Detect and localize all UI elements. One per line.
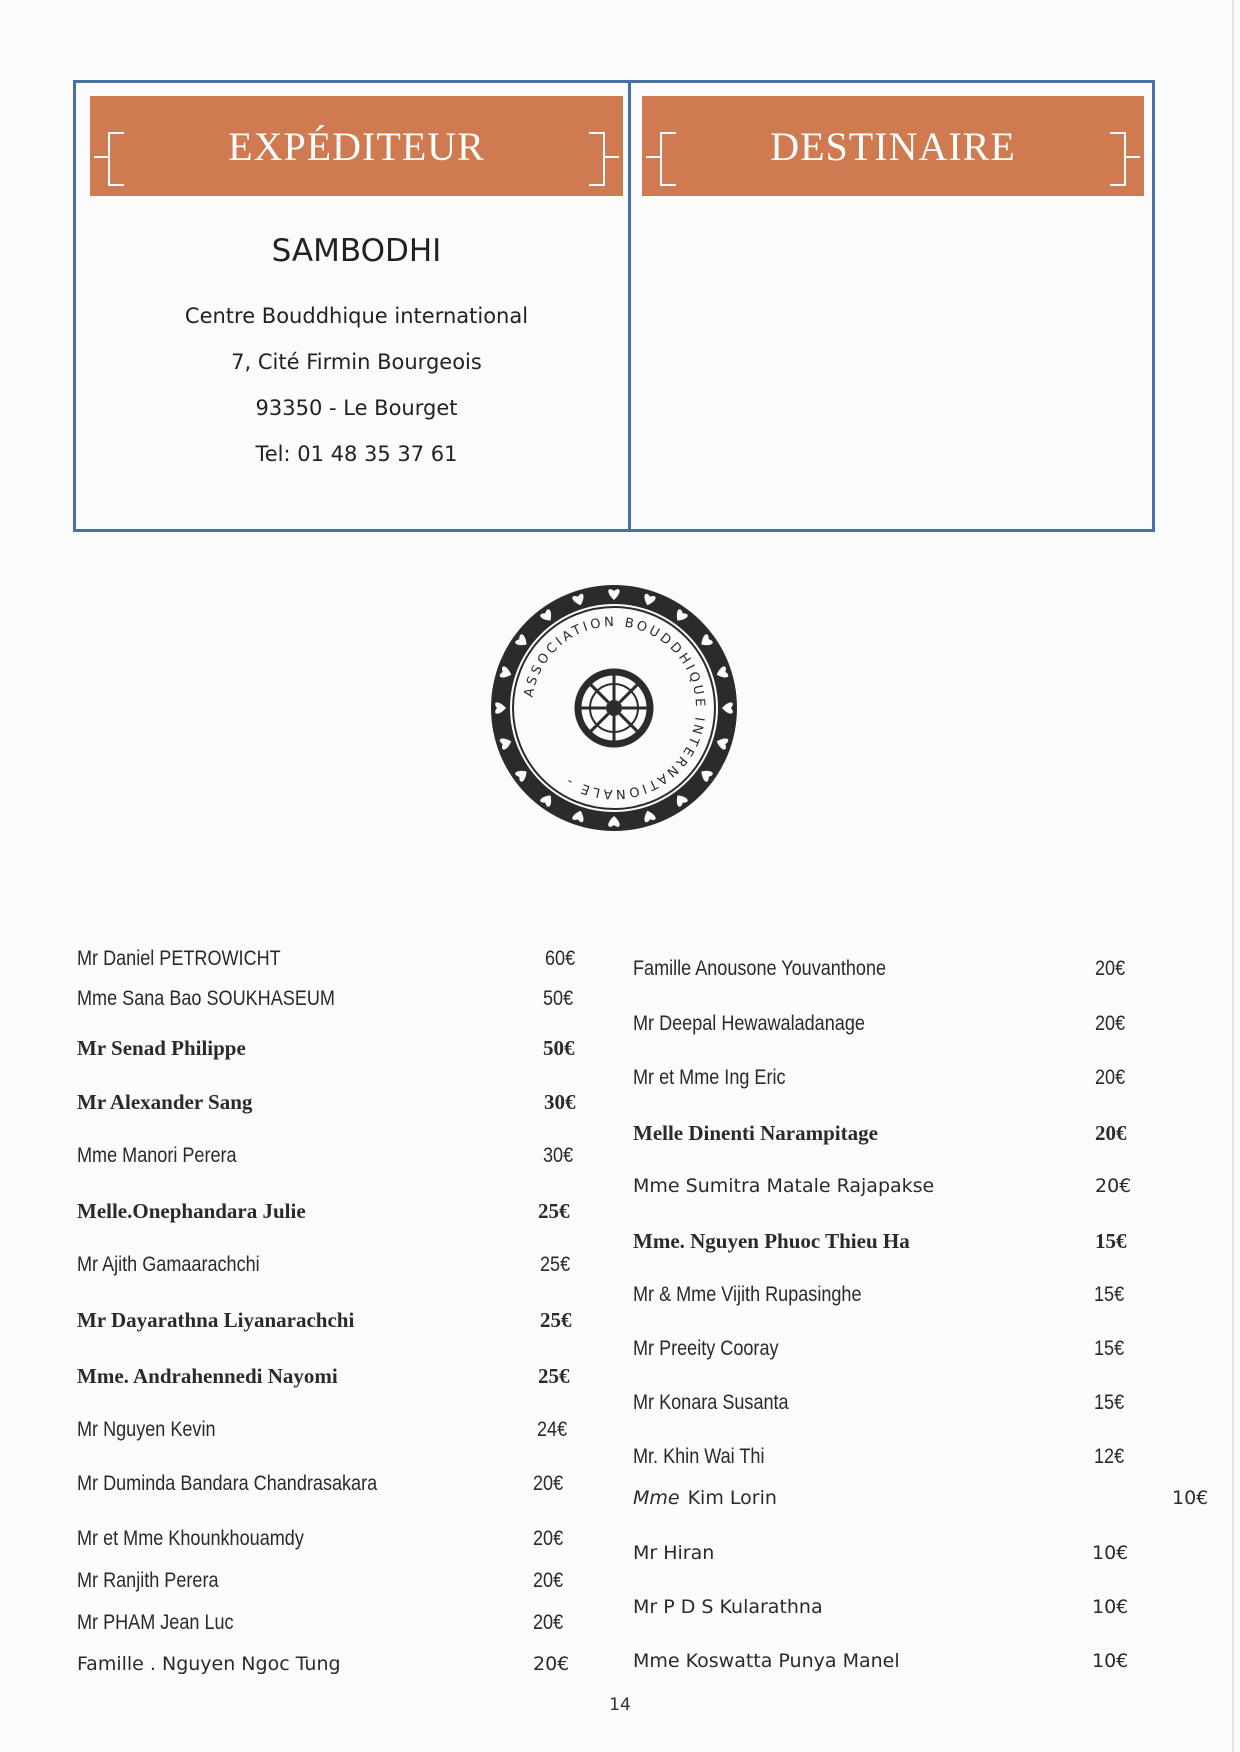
sender-address-line: 93350 - Le Bourget xyxy=(255,396,458,420)
donor-amount: 24€ xyxy=(537,1418,568,1441)
donor-name: Mr et Mme Ing Eric xyxy=(633,1066,786,1089)
donor-row xyxy=(77,1036,603,1070)
donor-amount: 10€ xyxy=(1172,1487,1209,1509)
donor-name: Famille . Nguyen Ngoc Tung xyxy=(77,1653,341,1675)
donor-amount: 20€ xyxy=(1095,1121,1127,1145)
bracket-close-icon xyxy=(1110,132,1126,186)
donor-row xyxy=(77,1308,600,1342)
donor-amount: 20€ xyxy=(533,1653,570,1675)
donor-name xyxy=(633,1487,777,1509)
donor-amount: 60€ xyxy=(545,947,576,970)
donor-name: Mr. Khin Wai Thi xyxy=(633,1445,765,1468)
donor-name: Mme. Andrahennedi Nayomi xyxy=(77,1364,338,1388)
donor-row xyxy=(633,1596,1152,1630)
bracket-close-icon xyxy=(589,132,605,186)
dharma-wheel-icon xyxy=(578,672,650,744)
donor-name: Mme Sumitra Matale Rajapakse xyxy=(633,1175,935,1197)
donor-amount: 50€ xyxy=(543,1036,575,1060)
donor-row xyxy=(633,1066,1155,1100)
sender-address xyxy=(90,233,623,477)
donor-name: Melle.Onephandara Julie xyxy=(77,1199,306,1223)
donor-amount: 20€ xyxy=(1095,1175,1132,1197)
donor-row xyxy=(77,1418,597,1452)
page-edge-line xyxy=(1232,0,1234,1752)
donor-row xyxy=(77,1569,593,1603)
donor-name: Mr Preeity Cooray xyxy=(633,1337,779,1360)
seal-text: ASSOCIATION BOUDDHIQUE INTERNATIONALE - xyxy=(521,614,708,802)
donor-row xyxy=(633,1229,1155,1263)
donor-name: Melle Dinenti Narampitage xyxy=(633,1121,878,1145)
donor-name: Mr Deepal Hewawaladanage xyxy=(633,1012,865,1035)
donor-row xyxy=(77,1472,593,1506)
donor-row xyxy=(77,1253,600,1287)
donor-name: Mr P D S Kularathna xyxy=(633,1596,823,1618)
recipient-header: DESTINAIRE xyxy=(770,123,1016,169)
donor-name: Mr Daniel PETROWICHT xyxy=(77,947,281,970)
donor-name: Mr & Mme Vijith Rupasinghe xyxy=(633,1283,862,1306)
page-number: 14 xyxy=(609,1695,631,1715)
donor-amount: 25€ xyxy=(538,1199,570,1223)
donor-amount: 25€ xyxy=(540,1308,572,1332)
donor-name: Mr Nguyen Kevin xyxy=(77,1418,216,1441)
donor-amount: 20€ xyxy=(1095,957,1126,980)
address-divider xyxy=(628,83,631,529)
donor-row xyxy=(633,1121,1155,1155)
donor-amount: 30€ xyxy=(544,1090,576,1114)
donor-amount: 15€ xyxy=(1094,1283,1125,1306)
sender-name: SAMBODHI xyxy=(271,233,442,269)
donor-name-text: Kim Lorin xyxy=(687,1487,777,1509)
donor-amount: 30€ xyxy=(543,1144,574,1167)
donor-name: Mr Dayarathna Liyanarachchi xyxy=(77,1308,355,1332)
donor-amount: 15€ xyxy=(1095,1229,1127,1253)
donor-name: Mr Hiran xyxy=(633,1542,715,1564)
donor-name: Mr Ajith Gamaarachchi xyxy=(77,1253,260,1276)
donor-row xyxy=(633,957,1155,991)
donor-row xyxy=(77,987,603,1021)
donor-row xyxy=(633,1012,1155,1046)
bracket-open-icon xyxy=(108,132,124,186)
donor-row xyxy=(633,1283,1154,1317)
donor-name: Famille Anousone Youvanthone xyxy=(633,957,887,980)
donor-row xyxy=(633,1391,1154,1425)
sender-address-line: Centre Bouddhique international xyxy=(184,304,529,328)
donor-amount: 12€ xyxy=(1094,1445,1125,1468)
donor-row xyxy=(633,1445,1154,1479)
sender-phone: Tel: 01 48 35 37 61 xyxy=(255,442,458,466)
donor-amount: 20€ xyxy=(533,1569,564,1592)
sender-header: EXPÉDITEUR xyxy=(228,123,485,169)
donor-row xyxy=(77,1611,593,1645)
donor-name-prefix: Mme xyxy=(633,1487,680,1509)
donor-amount: 10€ xyxy=(1092,1542,1129,1564)
recipient-banner xyxy=(642,96,1144,196)
donor-amount: 25€ xyxy=(538,1364,570,1388)
donor-amount: 20€ xyxy=(533,1611,564,1634)
donor-amount: 20€ xyxy=(1095,1012,1126,1035)
donor-row xyxy=(633,1337,1154,1371)
donor-amount: 10€ xyxy=(1092,1650,1129,1672)
donor-row xyxy=(77,1144,603,1178)
donor-name: Mr PHAM Jean Luc xyxy=(77,1611,234,1634)
donor-name: Mr Senad Philippe xyxy=(77,1036,246,1060)
donor-name: Mme Koswatta Punya Manel xyxy=(633,1650,900,1672)
donor-name: Mr Duminda Bandara Chandrasakara xyxy=(77,1472,378,1495)
donor-amount: 20€ xyxy=(1095,1066,1126,1089)
sender-address-line: 7, Cité Firmin Bourgeois xyxy=(231,350,482,374)
donor-name: Mme Manori Perera xyxy=(77,1144,237,1167)
association-seal-icon xyxy=(488,582,740,834)
donor-row xyxy=(77,947,605,981)
donor-amount: 15€ xyxy=(1094,1337,1125,1360)
donor-amount: 15€ xyxy=(1094,1391,1125,1414)
donor-row xyxy=(77,1653,593,1687)
donor-amount: 10€ xyxy=(1092,1596,1129,1618)
donor-row xyxy=(77,1364,598,1398)
donor-name: Mme. Nguyen Phuoc Thieu Ha xyxy=(633,1229,910,1253)
donor-amount: 20€ xyxy=(533,1472,564,1495)
donor-row xyxy=(77,1527,593,1561)
donor-amount: 25€ xyxy=(540,1253,571,1276)
donor-row xyxy=(633,1487,1232,1521)
address-block xyxy=(73,80,1155,532)
donor-amount: 20€ xyxy=(533,1527,564,1550)
donor-row xyxy=(633,1650,1152,1684)
donor-name: Mr Konara Susanta xyxy=(633,1391,789,1414)
donor-name: Mr Ranjith Perera xyxy=(77,1569,219,1592)
donor-row xyxy=(77,1090,604,1124)
donor-name: Mr et Mme Khounkhouamdy xyxy=(77,1527,304,1550)
sender-banner xyxy=(90,96,623,196)
bracket-open-icon xyxy=(660,132,676,186)
donor-name: Mr Alexander Sang xyxy=(77,1090,253,1114)
donor-row xyxy=(77,1199,598,1233)
donor-name: Mme Sana Bao SOUKHASEUM xyxy=(77,987,335,1010)
donor-row xyxy=(633,1542,1152,1576)
donor-amount: 50€ xyxy=(543,987,574,1010)
donor-row xyxy=(633,1175,1155,1209)
